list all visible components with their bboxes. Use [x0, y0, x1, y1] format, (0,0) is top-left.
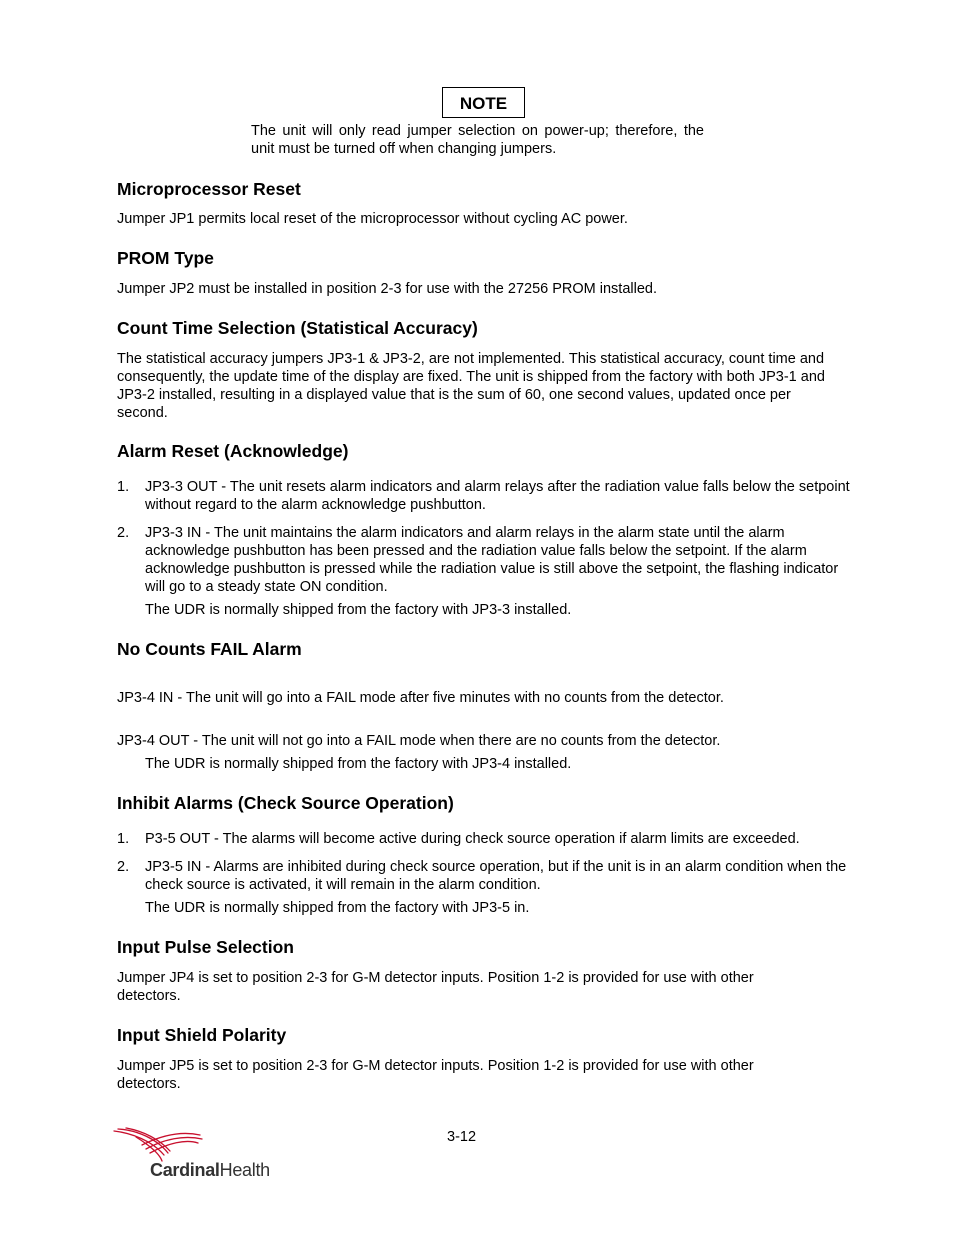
list-text: JP3-5 IN - Alarms are inhibited during check source operation, but if the unit is in an alarm condition when the check source is activated, it will remain in the alarm condition. [145, 859, 847, 893]
paragraph-microprocessor-reset: Jumper JP1 permits local reset of the microprocessor without cycling AC power. [117, 211, 628, 227]
list-number: 1. [117, 831, 130, 847]
paragraph-jp3-4-in: JP3-4 IN - The unit will go into a FAIL mode after five minutes with no counts from the detector. [117, 690, 724, 706]
list-number: 2. [117, 859, 130, 875]
list-number: 1. [117, 479, 130, 495]
paragraph-input-pulse: Jumper JP4 is set to position 2-3 for G-M detector inputs. Position 1-2 is provided for use with other detectors. [117, 970, 754, 1004]
shipping-note: The UDR is normally shipped from the factory with JP3-5 in. [145, 900, 530, 916]
heading-count-time: Count Time Selection (Statistical Accuracy) [117, 318, 478, 338]
paragraph-jp3-4-out: JP3-4 OUT - The unit will not go into a FAIL mode when there are no counts from the detector. [117, 733, 721, 749]
page-number: 3-12 [447, 1129, 477, 1145]
heading-inhibit-alarms: Inhibit Alarms (Check Source Operation) [117, 793, 454, 813]
logo-wordmark-light: Health [219, 1160, 270, 1180]
heading-microprocessor-reset: Microprocessor Reset [117, 179, 301, 199]
list-text: P3-5 OUT - The alarms will become active during check source operation if alarm limits are exceeded. [145, 831, 800, 847]
paragraph-count-time: The statistical accuracy jumpers JP3-1 & JP3-2, are not implemented. This statistical accuracy, count time and consequently, the update time of the display are fixed. The unit is shipped from the factory with both JP3-1 and JP3-2 installed, resulting in a displayed value that is the sum of 60, one second values, updated once per second. [117, 351, 825, 421]
heading-no-counts: No Counts FAIL Alarm [117, 639, 302, 659]
list-number: 2. [117, 525, 130, 541]
logo-wordmark-bold: Cardinal [150, 1160, 220, 1180]
note-title: NOTE [442, 87, 525, 118]
shipping-note: The UDR is normally shipped from the factory with JP3-4 installed. [145, 756, 572, 772]
paragraph-input-shield: Jumper JP5 is set to position 2-3 for G-M detector inputs. Position 1-2 is provided for use with other detectors. [117, 1058, 754, 1092]
shipping-note: The UDR is normally shipped from the factory with JP3-3 installed. [145, 602, 572, 618]
paragraph-prom-type: Jumper JP2 must be installed in position 2-3 for use with the 27256 PROM installed. [117, 281, 657, 297]
note-text: The unit will only read jumper selection on power-up; therefore, the unit must be turned off when changing jumpers. [251, 123, 704, 157]
list-text: JP3-3 IN - The unit maintains the alarm indicators and alarm relays in the alarm state until the alarm acknowledge pushbutton has been pressed and the radiation value falls below the setpoint. If the alarm acknowledge pushbutton is pressed while the radiation value is still above the setpoint, the flashing indicator will go to a steady state ON condition. [145, 525, 839, 595]
heading-input-pulse: Input Pulse Selection [117, 937, 294, 957]
heading-alarm-reset: Alarm Reset (Acknowledge) [117, 441, 349, 461]
heading-input-shield: Input Shield Polarity [117, 1025, 287, 1045]
heading-prom-type: PROM Type [117, 248, 214, 268]
logo-wordmark [150, 1160, 270, 1181]
list-text: JP3-3 OUT - The unit resets alarm indicators and alarm relays after the radiation value falls below the setpoint without regard to the alarm acknowledge pushbutton. [145, 479, 850, 513]
